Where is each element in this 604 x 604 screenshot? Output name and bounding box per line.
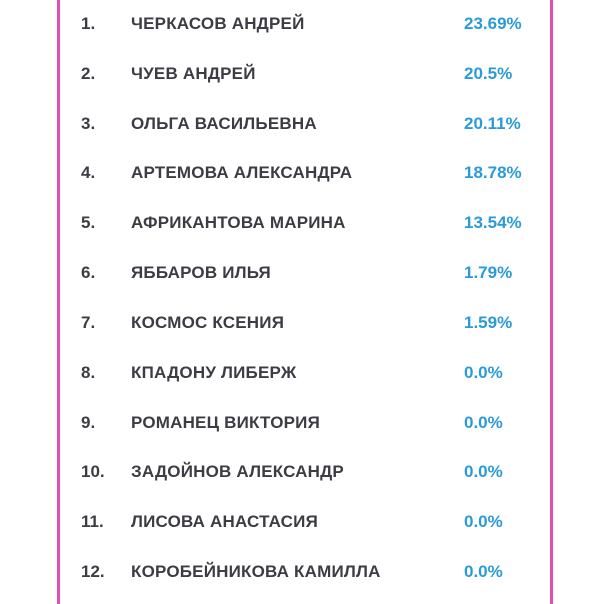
participant-name: ОЛЬГА ВАСИЛЬЕВНА bbox=[131, 114, 317, 133]
rank-number: 11. bbox=[81, 512, 104, 531]
list-item bbox=[0, 408, 604, 438]
vote-percent: 0.0% bbox=[464, 413, 503, 432]
vote-percent: 0.0% bbox=[464, 562, 503, 581]
participant-name: ЯББАРОВ ИЛЬЯ bbox=[131, 263, 271, 282]
list-item bbox=[0, 507, 604, 537]
list-item bbox=[0, 158, 604, 188]
rank-number: 4. bbox=[81, 163, 96, 182]
vote-percent: 23.69% bbox=[464, 14, 522, 33]
rank-number: 3. bbox=[81, 114, 96, 133]
participant-name: АФРИКАНТОВА МАРИНА bbox=[131, 213, 346, 232]
participant-name: ЧЕРКАСОВ АНДРЕЙ bbox=[131, 14, 305, 33]
participant-name: КОСМОС КСЕНИЯ bbox=[131, 313, 285, 332]
participant-name: ЧУЕВ АНДРЕЙ bbox=[131, 64, 256, 83]
rank-number: 7. bbox=[81, 313, 96, 332]
rank-number: 8. bbox=[81, 363, 96, 382]
vote-percent: 20.11% bbox=[464, 114, 521, 133]
participant-name: КПАДОНУ ЛИБЕРЖ bbox=[131, 363, 297, 382]
list-item bbox=[0, 557, 604, 587]
participant-name: РОМАНЕЦ ВИКТОРИЯ bbox=[131, 413, 320, 432]
rank-number: 2. bbox=[81, 64, 96, 83]
vote-percent: 1.59% bbox=[464, 313, 513, 332]
rank-number: 12. bbox=[81, 562, 105, 581]
list-item bbox=[0, 59, 604, 89]
rank-number: 10. bbox=[81, 462, 105, 481]
list-item bbox=[0, 208, 604, 238]
list-item bbox=[0, 457, 604, 487]
vote-percent: 0.0% bbox=[464, 363, 503, 382]
list-item bbox=[0, 308, 604, 338]
rank-number: 1. bbox=[81, 14, 96, 33]
vote-percent: 0.0% bbox=[464, 462, 503, 481]
list-item bbox=[0, 258, 604, 288]
vote-percent: 13.54% bbox=[464, 213, 522, 232]
rank-number: 5. bbox=[81, 213, 96, 232]
vote-percent: 1.79% bbox=[464, 263, 513, 282]
list-item bbox=[0, 9, 604, 39]
rank-number: 6. bbox=[81, 263, 96, 282]
list-item bbox=[0, 109, 604, 139]
rank-number: 9. bbox=[81, 413, 96, 432]
participant-name: КОРОБЕЙНИКОВА КАМИЛЛА bbox=[131, 562, 381, 581]
vote-percent: 20.5% bbox=[464, 64, 513, 83]
vote-percent: 0.0% bbox=[464, 512, 503, 531]
participant-name: АРТЕМОВА АЛЕКСАНДРА bbox=[131, 163, 353, 182]
participant-name: ЗАДОЙНОВ АЛЕКСАНДР bbox=[131, 462, 344, 481]
participant-name: ЛИСОВА АНАСТАСИЯ bbox=[131, 512, 318, 531]
list-item bbox=[0, 358, 604, 388]
vote-percent: 18.78% bbox=[464, 163, 522, 182]
